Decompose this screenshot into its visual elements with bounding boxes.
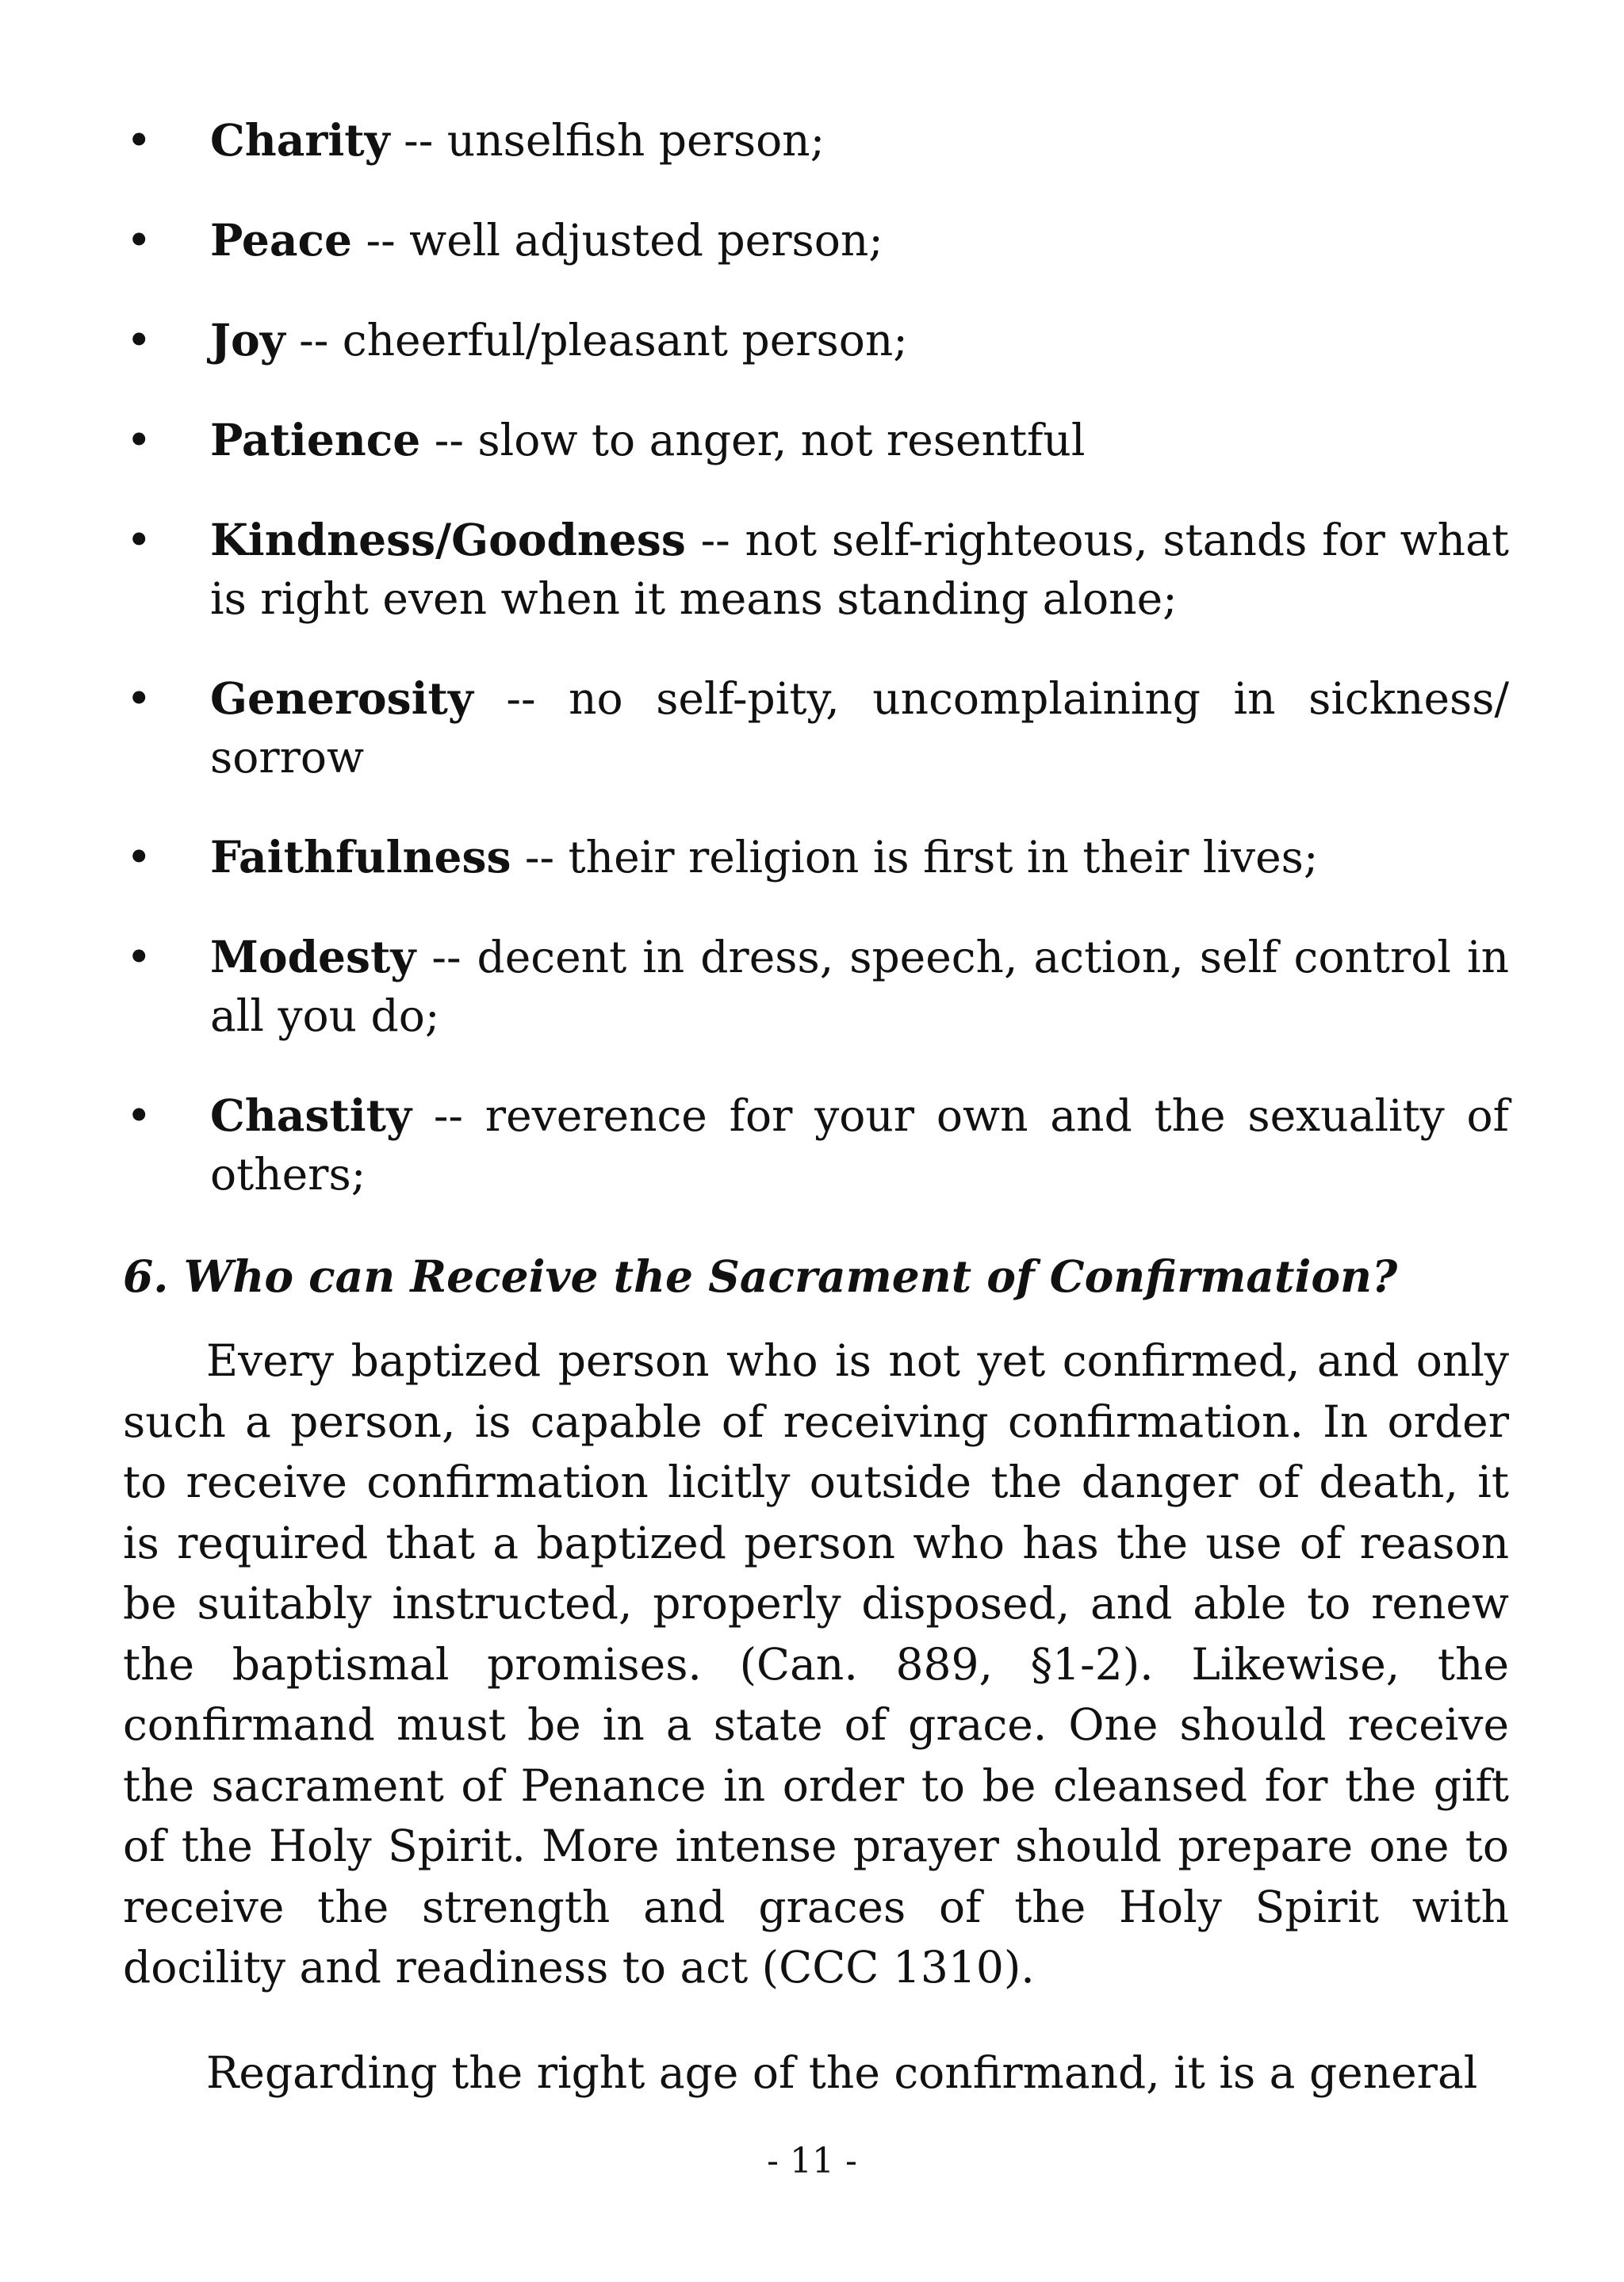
- bullet-icon: •: [126, 515, 152, 565]
- fruit-term: Peace: [210, 214, 352, 266]
- list-item: [126, 928, 1509, 1045]
- bullet-icon: •: [126, 115, 152, 166]
- bullet-icon: •: [126, 415, 152, 465]
- list-item: [126, 1086, 1509, 1204]
- fruit-description: -- well adjusted person;: [352, 215, 883, 266]
- list-item: [126, 311, 1509, 369]
- fruit-term: Kindness/Goodness: [210, 514, 686, 565]
- fruit-description: -- cheerful/pleasant person;: [285, 315, 908, 366]
- fruit-term: Charity: [210, 114, 390, 166]
- bullet-icon: •: [126, 673, 152, 724]
- fruit-description: -- decent in dress, speech, action, self control in all you do;: [210, 932, 1509, 1041]
- fruit-description: -- their religion is first in their lives;: [511, 832, 1319, 883]
- bullet-icon: •: [126, 215, 152, 266]
- body-paragraph: Every baptized person who is not yet confirmed, and only such a person, is capable of receiving confirmation. In order to receive confirmation licitly outside the danger of death, it is required that a baptized person who has the use of reason be suitably instructed, properly disposed, and able to renew the baptismal promises. (Can. 889, §1-2). Likewise, the confirmand must be in a state of grace. One should receive the sacrament of Penance in order to be cleansed for the gift of the Holy Spirit. More intense prayer should prepare one to receive the strength and graces of the Holy Spirit with docility and readiness to act (CCC 1310).: [123, 1335, 1509, 1993]
- fruit-term: Joy: [210, 314, 285, 366]
- fruit-term: Chastity: [210, 1089, 412, 1141]
- list-item: [126, 111, 1509, 170]
- page-body: [123, 111, 1509, 2147]
- fruit-description: -- not self-righteous, stands for what is right even when it means standing alone;: [210, 515, 1509, 624]
- list-item: [126, 828, 1509, 886]
- section-heading: 6. Who can Receive the Sacrament of Confirmation?: [123, 1250, 1398, 1302]
- body-paragraph: Regarding the right age of the confirmand, it is a general: [206, 2047, 1478, 2098]
- bullet-icon: •: [126, 1090, 152, 1141]
- list-item: [126, 411, 1509, 469]
- fruit-term: Faithfulness: [210, 831, 511, 883]
- fruit-term: Patience: [210, 414, 421, 465]
- fruit-term: Modesty: [210, 931, 416, 982]
- list-item: [126, 211, 1509, 270]
- fruit-term: Generosity: [210, 672, 473, 724]
- bullet-icon: •: [126, 315, 152, 366]
- list-item: [126, 511, 1509, 628]
- fruit-description: -- reverence for your own and the sexuality of others;: [210, 1090, 1509, 1200]
- bullet-icon: •: [126, 932, 152, 982]
- bullet-icon: •: [126, 832, 152, 883]
- list-item: [126, 669, 1509, 787]
- fruits-list: [126, 111, 1509, 1204]
- page-number: - 11 -: [767, 2141, 857, 2181]
- fruit-description: -- no self-pity, uncomplaining in sickness/ sorrow: [210, 673, 1509, 783]
- fruit-description: -- slow to anger, not resentful: [420, 415, 1086, 465]
- fruit-description: -- unselfish person;: [389, 115, 825, 166]
